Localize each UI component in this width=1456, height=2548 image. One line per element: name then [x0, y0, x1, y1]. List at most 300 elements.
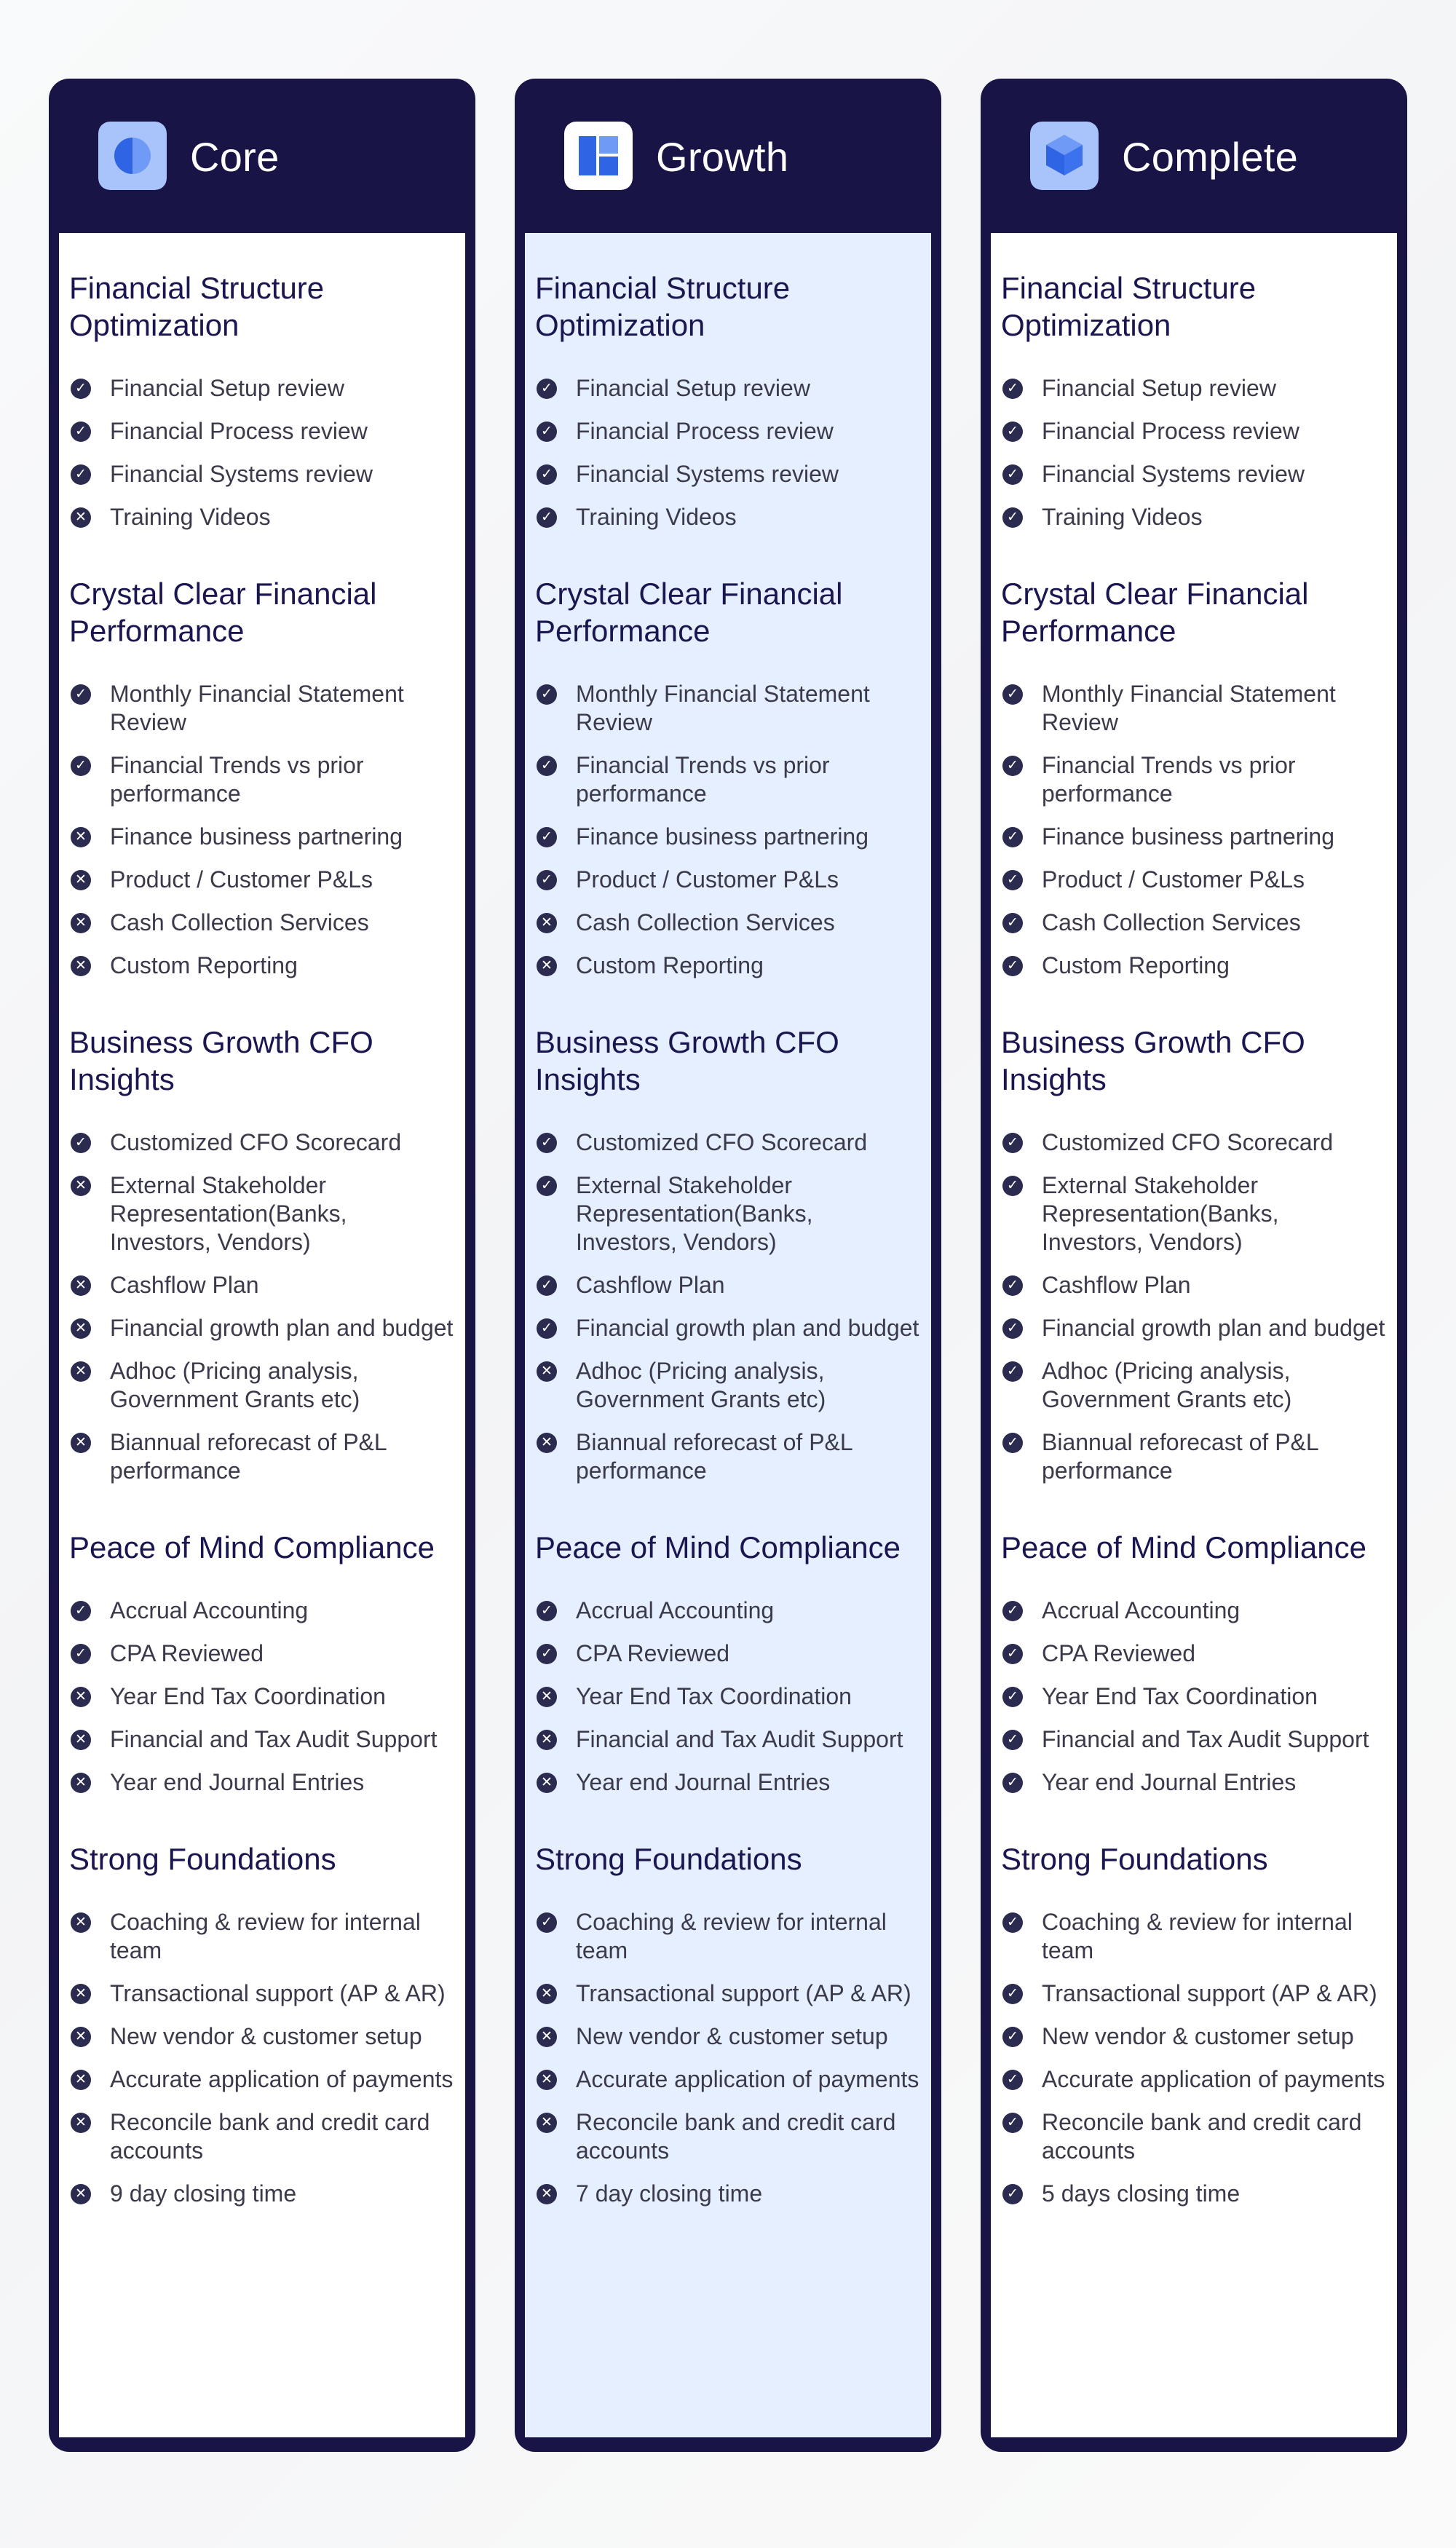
feature-item	[535, 1908, 919, 1965]
cross-icon: ✕	[71, 1361, 91, 1382]
feature-label: Custom Reporting	[1042, 952, 1230, 978]
feature-item	[1001, 1171, 1385, 1257]
feature-item	[1001, 374, 1385, 403]
feature-label: External Stakeholder Representation(Banks, Investors, Vendors)	[576, 1172, 813, 1255]
feature-item	[535, 1725, 919, 1754]
feature-item	[1001, 503, 1385, 531]
check-icon: ✓	[71, 756, 91, 776]
cross-icon: ✕	[71, 1687, 91, 1707]
feature-label: Accrual Accounting	[576, 1597, 775, 1623]
plan-card-complete	[981, 79, 1407, 2452]
feature-label: Year End Tax Coordination	[576, 1683, 852, 1709]
feature-section	[1001, 269, 1385, 531]
feature-label: Accrual Accounting	[1042, 1597, 1241, 1623]
feature-label: New vendor & customer setup	[576, 2023, 888, 2049]
feature-item	[1001, 1271, 1385, 1299]
feature-label: Transactional support (AP & AR)	[1042, 1980, 1377, 2006]
feature-item	[535, 1357, 919, 1414]
cross-icon: ✕	[71, 913, 91, 933]
feature-label: Customized CFO Scorecard	[1042, 1129, 1334, 1155]
check-icon: ✓	[537, 827, 557, 847]
feature-label: Financial Trends vs prior performance	[1042, 752, 1296, 807]
feature-item	[535, 2065, 919, 2094]
feature-label: Accurate application of payments	[1042, 2066, 1385, 2092]
feature-item	[69, 460, 454, 488]
feature-label: Financial Process review	[1042, 418, 1299, 444]
feature-item	[1001, 1597, 1385, 1625]
check-icon: ✓	[1002, 2184, 1023, 2204]
feature-label: Year End Tax Coordination	[110, 1683, 386, 1709]
check-icon: ✓	[1002, 2027, 1023, 2047]
feature-list	[1001, 680, 1385, 980]
feature-item	[69, 2108, 454, 2165]
feature-item	[535, 1979, 919, 2008]
check-icon: ✓	[71, 1133, 91, 1153]
section-title: Business Growth CFO Insights	[1001, 1025, 1305, 1096]
feature-label: Coaching & review for internal team	[110, 1909, 421, 1963]
plan-features	[59, 233, 465, 2437]
feature-label: External Stakeholder Representation(Banks, Investors, Vendors)	[110, 1172, 347, 1255]
feature-item	[69, 751, 454, 808]
feature-label: CPA Reviewed	[110, 1640, 264, 1666]
feature-label: Customized CFO Scorecard	[576, 1129, 868, 1155]
check-icon: ✓	[1002, 1601, 1023, 1621]
section-title: Peace of Mind Compliance	[535, 1530, 901, 1564]
feature-item	[69, 374, 454, 403]
check-icon: ✓	[537, 870, 557, 890]
section-title: Business Growth CFO Insights	[69, 1025, 373, 1096]
feature-label: 9 day closing time	[110, 2180, 297, 2207]
feature-section	[69, 575, 454, 980]
feature-label: Year end Journal Entries	[1042, 1769, 1297, 1795]
cross-icon: ✕	[537, 2070, 557, 2090]
check-icon: ✓	[537, 1318, 557, 1339]
section-title: Crystal Clear Financial Performance	[69, 577, 377, 648]
feature-item	[69, 417, 454, 446]
check-icon: ✓	[537, 1133, 557, 1153]
section-title: Strong Foundations	[1001, 1842, 1268, 1876]
section-title: Financial Structure Optimization	[1001, 271, 1257, 342]
check-icon: ✓	[537, 684, 557, 705]
feature-label: Training Videos	[576, 504, 737, 530]
feature-label: Financial and Tax Audit Support	[1042, 1726, 1369, 1752]
feature-section	[535, 1529, 919, 1797]
feature-label: Cash Collection Services	[1042, 909, 1301, 935]
feature-list	[1001, 1908, 1385, 2208]
feature-list	[535, 1128, 919, 1485]
feature-item	[535, 503, 919, 531]
feature-label: Custom Reporting	[110, 952, 298, 978]
check-icon: ✓	[71, 1644, 91, 1664]
feature-item	[1001, 1908, 1385, 1965]
feature-label: Financial Trends vs prior performance	[110, 752, 364, 807]
feature-item	[535, 2108, 919, 2165]
feature-item	[69, 1314, 454, 1342]
feature-label: Financial Trends vs prior performance	[576, 752, 830, 807]
check-icon: ✓	[1002, 2070, 1023, 2090]
feature-label: CPA Reviewed	[576, 1640, 730, 1666]
feature-label: Cashflow Plan	[576, 1272, 725, 1298]
feature-item	[69, 1357, 454, 1414]
cross-icon: ✕	[71, 2184, 91, 2204]
feature-item	[1001, 680, 1385, 737]
check-icon: ✓	[71, 422, 91, 442]
feature-item	[69, 680, 454, 737]
feature-label: Adhoc (Pricing analysis, Government Grants etc)	[1042, 1358, 1292, 1412]
feature-list	[535, 374, 919, 531]
feature-item	[1001, 951, 1385, 980]
plan-header	[981, 79, 1407, 233]
cross-icon: ✕	[71, 1176, 91, 1196]
cube-icon	[1030, 122, 1099, 190]
feature-item	[1001, 2065, 1385, 2094]
feature-label: Monthly Financial Statement Review	[576, 681, 870, 735]
check-icon: ✓	[1002, 1773, 1023, 1793]
feature-label: Biannual reforecast of P&L performance	[576, 1429, 852, 1484]
feature-item	[1001, 866, 1385, 894]
feature-item	[69, 866, 454, 894]
feature-item	[69, 2065, 454, 2094]
feature-item	[69, 1171, 454, 1257]
feature-section	[69, 1529, 454, 1797]
feature-section	[535, 269, 919, 531]
cross-icon: ✕	[71, 1984, 91, 2004]
feature-label: Accurate application of payments	[576, 2066, 919, 2092]
feature-list	[69, 374, 454, 531]
feature-item	[1001, 909, 1385, 937]
half-circle-icon	[98, 122, 167, 190]
feature-label: Training Videos	[1042, 504, 1203, 530]
feature-label: Transactional support (AP & AR)	[576, 1980, 911, 2006]
cross-icon: ✕	[71, 1912, 91, 1933]
section-title: Peace of Mind Compliance	[69, 1530, 435, 1564]
feature-label: Accurate application of payments	[110, 2066, 454, 2092]
feature-label: Financial growth plan and budget	[1042, 1315, 1385, 1341]
feature-label: Product / Customer P&Ls	[1042, 866, 1305, 893]
feature-label: Cash Collection Services	[576, 909, 835, 935]
cross-icon: ✕	[537, 913, 557, 933]
feature-label: Product / Customer P&Ls	[110, 866, 373, 893]
check-icon: ✓	[1002, 827, 1023, 847]
feature-item	[535, 460, 919, 488]
cross-icon: ✕	[71, 2070, 91, 2090]
feature-list	[69, 1128, 454, 1485]
cross-icon: ✕	[537, 2184, 557, 2204]
feature-item	[1001, 751, 1385, 808]
cross-icon: ✕	[537, 2027, 557, 2047]
feature-section	[1001, 1529, 1385, 1797]
cross-icon: ✕	[537, 1984, 557, 2004]
feature-label: Financial Process review	[576, 418, 834, 444]
section-title: Crystal Clear Financial Performance	[535, 577, 843, 648]
feature-label: Year end Journal Entries	[576, 1769, 831, 1795]
feature-label: Biannual reforecast of P&L performance	[110, 1429, 387, 1484]
feature-item	[535, 823, 919, 851]
section-title: Peace of Mind Compliance	[1001, 1530, 1366, 1564]
plan-card-growth	[515, 79, 941, 2452]
feature-label: Financial Setup review	[1042, 375, 1276, 401]
check-icon: ✓	[1002, 464, 1023, 485]
check-icon: ✓	[537, 756, 557, 776]
feature-section	[1001, 1840, 1385, 2208]
feature-label: Product / Customer P&Ls	[576, 866, 839, 893]
check-icon: ✓	[1002, 507, 1023, 528]
check-icon: ✓	[1002, 913, 1023, 933]
feature-list	[69, 1597, 454, 1797]
feature-item	[1001, 2180, 1385, 2208]
plan-name: Core	[190, 134, 280, 180]
plan-card-core	[49, 79, 475, 2452]
feature-label: Monthly Financial Statement Review	[110, 681, 404, 735]
feature-label: CPA Reviewed	[1042, 1640, 1196, 1666]
check-icon: ✓	[1002, 756, 1023, 776]
check-icon: ✓	[71, 464, 91, 485]
feature-label: 5 days closing time	[1042, 2180, 1241, 2207]
feature-item	[69, 1768, 454, 1797]
feature-label: Financial growth plan and budget	[576, 1315, 919, 1341]
feature-label: Financial Systems review	[110, 461, 373, 487]
check-icon: ✓	[1002, 379, 1023, 399]
feature-item	[535, 1639, 919, 1668]
feature-item	[69, 2022, 454, 2051]
feature-item	[1001, 1768, 1385, 1797]
section-title: Business Growth CFO Insights	[535, 1025, 839, 1096]
plan-name: Complete	[1122, 134, 1299, 180]
feature-item	[535, 909, 919, 937]
section-title: Financial Structure Optimization	[69, 271, 325, 342]
check-icon: ✓	[1002, 1984, 1023, 2004]
feature-label: Reconcile bank and credit card accounts	[1042, 2109, 1362, 2164]
cross-icon: ✕	[537, 1773, 557, 1793]
feature-label: Financial and Tax Audit Support	[576, 1726, 903, 1752]
feature-item	[1001, 1682, 1385, 1711]
feature-item	[1001, 1357, 1385, 1414]
check-icon: ✓	[71, 684, 91, 705]
feature-item	[1001, 2022, 1385, 2051]
check-icon: ✓	[1002, 870, 1023, 890]
feature-section	[535, 575, 919, 980]
feature-item	[535, 1597, 919, 1625]
feature-section	[69, 1024, 454, 1485]
feature-label: 7 day closing time	[576, 2180, 763, 2207]
feature-item	[535, 1768, 919, 1797]
cross-icon: ✕	[71, 1318, 91, 1339]
feature-list	[69, 680, 454, 980]
check-icon: ✓	[1002, 1730, 1023, 1750]
plan-features	[525, 233, 931, 2437]
check-icon: ✓	[1002, 1133, 1023, 1153]
check-icon: ✓	[1002, 1433, 1023, 1453]
feature-label: Financial Systems review	[1042, 461, 1305, 487]
feature-list	[535, 1908, 919, 2208]
feature-label: Financial Process review	[110, 418, 368, 444]
cross-icon: ✕	[537, 2113, 557, 2133]
feature-label: Coaching & review for internal team	[576, 1909, 887, 1963]
check-icon: ✓	[537, 1644, 557, 1664]
feature-item	[69, 1428, 454, 1485]
feature-item	[69, 1682, 454, 1711]
cross-icon: ✕	[537, 956, 557, 976]
feature-item	[535, 1128, 919, 1157]
feature-section	[535, 1840, 919, 2208]
check-icon: ✓	[537, 379, 557, 399]
feature-label: Year end Journal Entries	[110, 1769, 365, 1795]
feature-item	[69, 1271, 454, 1299]
feature-item	[69, 503, 454, 531]
check-icon: ✓	[1002, 1275, 1023, 1296]
feature-label: Year End Tax Coordination	[1042, 1683, 1318, 1709]
check-icon: ✓	[1002, 2113, 1023, 2133]
feature-label: Financial and Tax Audit Support	[110, 1726, 438, 1752]
feature-label: Coaching & review for internal team	[1042, 1909, 1353, 1963]
check-icon: ✓	[1002, 422, 1023, 442]
check-icon: ✓	[1002, 1644, 1023, 1664]
feature-label: Financial growth plan and budget	[110, 1315, 454, 1341]
check-icon: ✓	[537, 1275, 557, 1296]
cross-icon: ✕	[71, 507, 91, 528]
feature-item	[69, 909, 454, 937]
feature-item	[1001, 1725, 1385, 1754]
check-icon: ✓	[537, 507, 557, 528]
feature-label: Financial Systems review	[576, 461, 839, 487]
check-icon: ✓	[537, 1176, 557, 1196]
cross-icon: ✕	[71, 2027, 91, 2047]
check-icon: ✓	[1002, 1912, 1023, 1933]
feature-item	[69, 951, 454, 980]
cross-icon: ✕	[71, 2113, 91, 2133]
feature-item	[1001, 2108, 1385, 2165]
cross-icon: ✕	[71, 1433, 91, 1453]
feature-item	[535, 951, 919, 980]
feature-item	[535, 751, 919, 808]
feature-item	[69, 1979, 454, 2008]
feature-item	[69, 1725, 454, 1754]
check-icon: ✓	[1002, 1687, 1023, 1707]
feature-label: Transactional support (AP & AR)	[110, 1980, 446, 2006]
feature-list	[535, 1597, 919, 1797]
check-icon: ✓	[537, 422, 557, 442]
feature-label: Cash Collection Services	[110, 909, 369, 935]
feature-label: Financial Setup review	[110, 375, 344, 401]
cross-icon: ✕	[537, 1730, 557, 1750]
check-icon: ✓	[1002, 684, 1023, 705]
feature-section	[1001, 1024, 1385, 1485]
feature-label: Cashflow Plan	[1042, 1272, 1191, 1298]
feature-section	[69, 1840, 454, 2208]
feature-item	[535, 417, 919, 446]
feature-label: Adhoc (Pricing analysis, Government Grants etc)	[576, 1358, 826, 1412]
feature-item	[69, 1639, 454, 1668]
feature-label: External Stakeholder Representation(Banks, Investors, Vendors)	[1042, 1172, 1279, 1255]
feature-label: Accrual Accounting	[110, 1597, 309, 1623]
feature-item	[69, 1128, 454, 1157]
cross-icon: ✕	[71, 827, 91, 847]
feature-item	[535, 1271, 919, 1299]
feature-item	[535, 2180, 919, 2208]
feature-item	[1001, 1428, 1385, 1485]
feature-item	[1001, 823, 1385, 851]
feature-item	[1001, 460, 1385, 488]
feature-item	[535, 1428, 919, 1485]
feature-section	[1001, 575, 1385, 980]
cross-icon: ✕	[537, 1361, 557, 1382]
cross-icon: ✕	[537, 1433, 557, 1453]
cross-icon: ✕	[71, 1730, 91, 1750]
cross-icon: ✕	[537, 1687, 557, 1707]
feature-label: New vendor & customer setup	[1042, 2023, 1354, 2049]
check-icon: ✓	[71, 1601, 91, 1621]
section-title: Financial Structure Optimization	[535, 271, 791, 342]
plan-header	[515, 79, 941, 233]
check-icon: ✓	[537, 464, 557, 485]
check-icon: ✓	[1002, 956, 1023, 976]
feature-label: Custom Reporting	[576, 952, 764, 978]
cross-icon: ✕	[71, 870, 91, 890]
section-title: Strong Foundations	[69, 1842, 336, 1876]
feature-label: Finance business partnering	[1042, 823, 1335, 850]
feature-item	[535, 866, 919, 894]
cross-icon: ✕	[71, 956, 91, 976]
check-icon: ✓	[537, 1912, 557, 1933]
feature-section	[535, 1024, 919, 1485]
check-icon: ✓	[537, 1601, 557, 1621]
feature-item	[535, 2022, 919, 2051]
feature-list	[1001, 374, 1385, 531]
check-icon: ✓	[1002, 1176, 1023, 1196]
section-title: Crystal Clear Financial Performance	[1001, 577, 1309, 648]
feature-section	[69, 269, 454, 531]
feature-label: Cashflow Plan	[110, 1272, 259, 1298]
feature-item	[1001, 1639, 1385, 1668]
cross-icon: ✕	[71, 1275, 91, 1296]
feature-label: Finance business partnering	[576, 823, 869, 850]
plan-header	[49, 79, 475, 233]
feature-label: Monthly Financial Statement Review	[1042, 681, 1336, 735]
feature-item	[535, 1314, 919, 1342]
feature-label: Adhoc (Pricing analysis, Government Grants etc)	[110, 1358, 360, 1412]
feature-label: Training Videos	[110, 504, 271, 530]
feature-item	[69, 823, 454, 851]
feature-list	[1001, 1128, 1385, 1485]
layout-blocks-icon	[564, 122, 633, 190]
feature-item	[1001, 1979, 1385, 2008]
check-icon: ✓	[71, 379, 91, 399]
feature-label: Finance business partnering	[110, 823, 403, 850]
check-icon: ✓	[1002, 1318, 1023, 1339]
section-title: Strong Foundations	[535, 1842, 802, 1876]
feature-list	[535, 680, 919, 980]
feature-item	[69, 1597, 454, 1625]
feature-item	[1001, 1128, 1385, 1157]
feature-label: New vendor & customer setup	[110, 2023, 422, 2049]
feature-item	[535, 1171, 919, 1257]
feature-list	[1001, 1597, 1385, 1797]
feature-item	[1001, 417, 1385, 446]
feature-item	[535, 1682, 919, 1711]
cross-icon: ✕	[71, 1773, 91, 1793]
feature-item	[1001, 1314, 1385, 1342]
feature-item	[535, 374, 919, 403]
feature-item	[69, 2180, 454, 2208]
feature-label: Reconcile bank and credit card accounts	[110, 2109, 430, 2164]
plan-name: Growth	[656, 134, 789, 180]
check-icon: ✓	[1002, 1361, 1023, 1382]
feature-label: Customized CFO Scorecard	[110, 1129, 402, 1155]
feature-item	[69, 1908, 454, 1965]
feature-item	[535, 680, 919, 737]
feature-label: Reconcile bank and credit card accounts	[576, 2109, 896, 2164]
feature-list	[69, 1908, 454, 2208]
